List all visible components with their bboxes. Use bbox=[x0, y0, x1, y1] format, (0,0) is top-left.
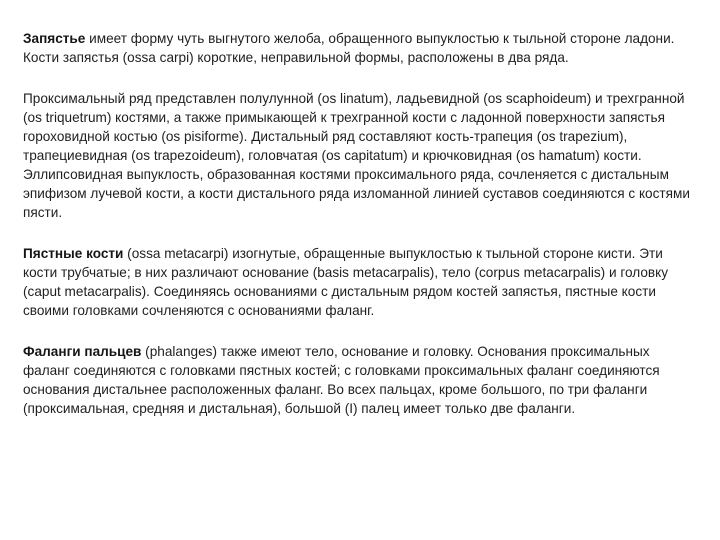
paragraph-wrist bbox=[23, 29, 690, 67]
term-metacarpals: Пястные кости bbox=[23, 246, 124, 261]
paragraph-phalanges bbox=[23, 342, 690, 418]
paragraph-metacarpals-text: (ossa metacarpi) изогнутые, обращенные выпуклостью к тыльной стороне кисти. Эти кости трубчатые; в них различают основание (basis metacarpalis), тело (corpus metacarpalis) и головку (caput metacarpalis). Соединяясь основаниями с дистальным рядом костей запястья, пястные кости своими головками сочленяются с основаниями фаланг. bbox=[23, 246, 669, 318]
paragraph-carpal-rows bbox=[23, 89, 690, 222]
term-phalanges: Фаланги пальцев bbox=[23, 344, 142, 359]
paragraph-phalanges-text: (phalanges) также имеют тело, основание и головку. Основания проксимальных фаланг соединяются с головками пястных костей; с головками проксимальных фаланг соединяются основания дистальнее расположенных фаланг. Во всех пальцах, кроме большого, по три фаланги (проксимальная, средняя и дистальная), большой (I) палец имеет только две фаланги. bbox=[23, 344, 660, 416]
term-wrist: Запястье bbox=[23, 31, 86, 46]
paragraph-carpal-rows-text: Проксимальный ряд представлен полулунной (os linatum), ладьевидной (os scaphoideum) и трехгранной (os triquetrum) костями, а также примыкающей к трехгранной кости с ладонной поверхности запястья гороховидной костью (os pisiforme). Дистальный ряд составляют кость-трапеция (os trapezium), трапециевидная (os trapezoideum), головчатая (os capitatum) и крючковидная (os hamatum) кости. Эллипсовидная выпуклость, образованная костями проксимального ряда, сочленяется с дистальным эпифизом лучевой кости, а кости дистального ряда изломанной линией суставов соединяются с костями пясти. bbox=[23, 91, 690, 220]
paragraph-wrist-text: имеет форму чуть выгнутого желоба, обращенного выпуклостью к тыльной стороне ладони. Кости запястья (ossa carpi) короткие, неправильной формы, расположены в два ряда. bbox=[23, 31, 675, 65]
paragraph-metacarpals bbox=[23, 244, 690, 320]
